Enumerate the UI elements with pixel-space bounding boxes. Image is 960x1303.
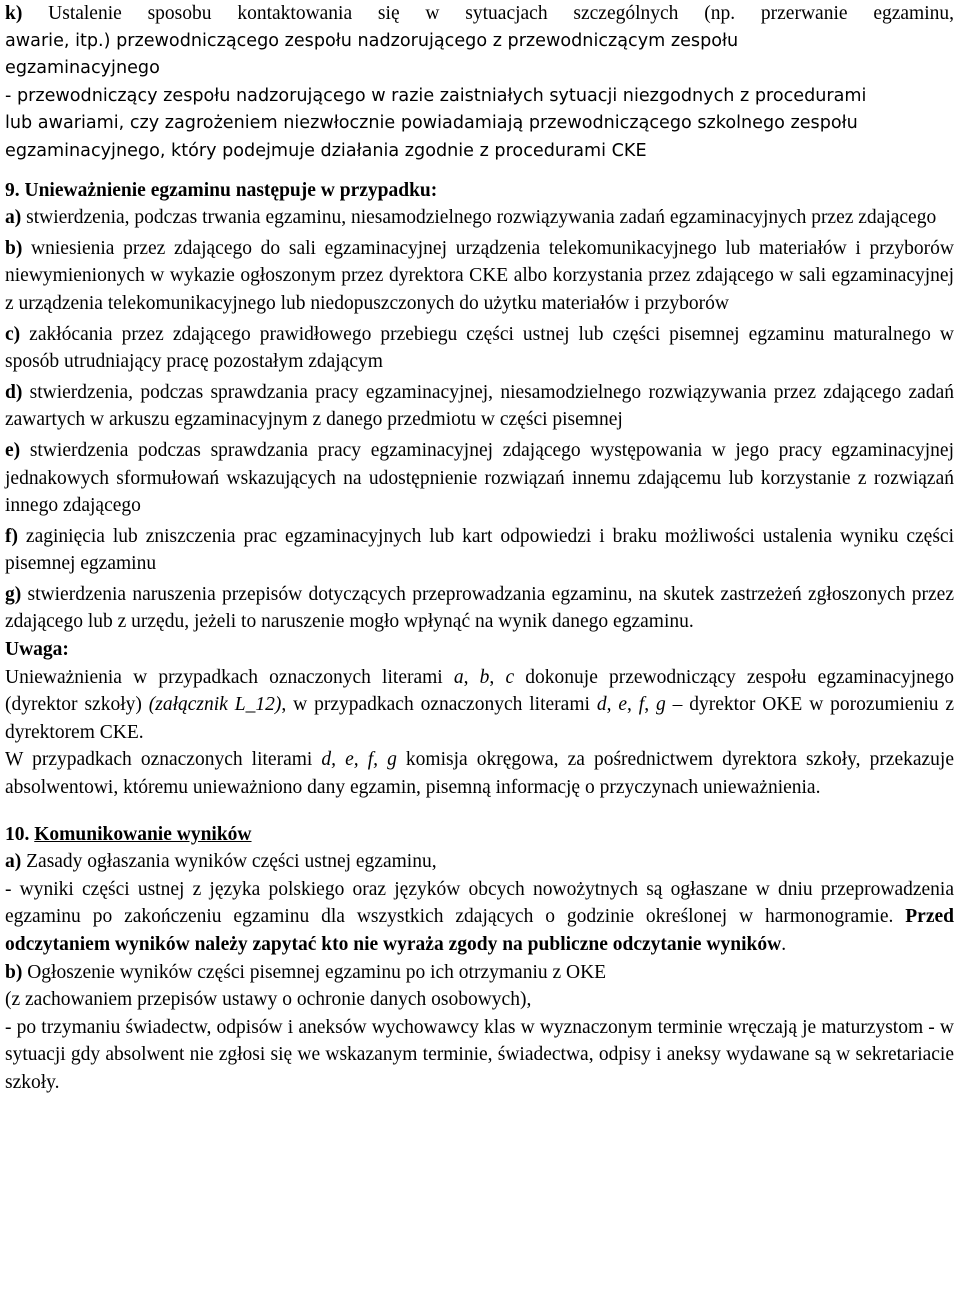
section-9-item-g: g) stwierdzenia naruszenia przepisów dotyczących przeprowadzania egzaminu, na skutek zastrzeżeń zgłoszonych przez zdającego lub z urzędu, jeżeli to naruszenie mogło wpłynąć na wynik danego egzaminu. xyxy=(5,583,954,633)
section-k-line2: awarie, itp.) przewodniczącego zespołu nadzorującego z przewodniczącym zespołu xyxy=(5,30,739,51)
section-10-item-b-line2: (z zachowaniem przepisów ustawy o ochronie danych osobowych), xyxy=(5,989,532,1011)
note-label: Uwaga: xyxy=(5,639,69,661)
section-9-item-a: a) stwierdzenia, podczas trwania egzaminu, niesamodzielnego rozwiązywania zadań egzaminacyjnych przez zdającego xyxy=(5,207,937,229)
section-10-item-b: b) Ogłoszenie wyników części pisemnej egzaminu po ich otrzymaniu z OKE xyxy=(5,961,607,983)
section-10-heading: 10. Komunikowanie wyników xyxy=(5,823,252,845)
section-k xyxy=(5,0,954,166)
note-paragraph-1: Unieważnienia w przypadkach oznaczonych literami a, b, c dokonuje przewodniczący zespołu egzaminacyjnego (dyrektor szkoły) (załącznik L_12), w przypadkach oznaczonych literami d, e, f, g – dyrektor OKE w porozumieniu z dyrektorem CKE. xyxy=(5,666,955,743)
section-k-body xyxy=(5,28,954,166)
section-10-item-a: a) Zasady ogłaszania wyników części ustnej egzaminu, xyxy=(5,851,437,873)
section-9-item-e: e) stwierdzenia podczas sprawdzania pracy egzaminacyjnej zdającego występowania w jego pracy egzaminacyjnej jednakowych sformułowań wskazujących na udostępnienie rozwiązań innemu zdającemu lub korzystanie z rozwiązań innego zdającego xyxy=(5,439,954,517)
section-9-item-f: f) zaginięcia lub zniszczenia prac egzaminacyjnych lub kart odpowiedzi i braku możliwości ustalenia wyniku części pisemnej egzaminu xyxy=(5,525,954,575)
section-9-heading: 9. Unieważnienie egzaminu następuje w przypadku: xyxy=(5,179,438,201)
section-k-title xyxy=(5,0,954,28)
section-10-item-b-body: - po trzymaniu świadectw, odpisów i aneksów wychowawcy klas w wyznaczonym terminie wręczają je maturzystom - w sytuacji gdy absolwent nie zgłosi się we wskazanym terminie, świadectwa, odpisy i aneksy wydawane są w sekretariacie szkoły. xyxy=(5,1016,954,1093)
section-k-line5: lub awariami, czy zagrożeniem niezwłocznie powiadamiają przewodniczącego szkolnego zespołu xyxy=(5,113,858,134)
section-10-item-a-body: - wyniki części ustnej z języka polskiego oraz języków obcych nowożytnych są ogłaszane w dniu przeprowadzenia egzaminu po zakończeniu egzaminu dla wszystkich zdających o godzinie określonej w harmonogramie. Przed odczytaniem wyników należy zapytać kto nie wyraża zgody na publiczne odczytanie wyników. xyxy=(5,878,954,955)
section-k-line3: egzaminacyjnego xyxy=(5,58,160,79)
note-paragraph-2: W przypadkach oznaczonych literami d, e, f, g komisja okręgowa, za pośrednictwem dyrektora szkoły, przekazuje absolwentowi, któremu unieważniono dany egzamin, pisemną informację o przyczynach unieważnienia. xyxy=(5,749,955,799)
section-k-line4: - przewodniczący zespołu nadzorującego w razie zaistniałych sytuacji niezgodnych z procedurami xyxy=(5,85,867,106)
section-9-item-d: d) stwierdzenia, podczas sprawdzania pracy egzaminacyjnej, niesamodzielnego rozwiązywania przez zdającego zadań zawartych w arkuszu egzaminacyjnym z danego przedmiotu w części pisemnej xyxy=(5,381,954,431)
section-k-marker: k) xyxy=(5,3,23,24)
section-10 xyxy=(5,821,954,1097)
section-k-line1: Ustalenie sposobu kontaktowania się w sytuacjach szczególnych (np. przerwanie egzaminu, xyxy=(22,3,954,24)
section-9-item-c: c) zakłócania przez zdającego prawidłowego przebiegu części ustnej lub części pisemnej egzaminu maturalnego w sposób utrudniający pracę pozostałym zdającym xyxy=(5,323,954,373)
section-9 xyxy=(5,177,954,802)
section-k-line6: egzaminacyjnego, który podejmuje działania zgodnie z procedurami CKE xyxy=(5,140,647,161)
section-9-item-b: b) wniesienia przez zdającego do sali egzaminacyjnej urządzenia telekomunikacyjnego lub materiałów i przyborów niewymienionych w wykazie ogłoszonym przez dyrektora CKE albo korzystania przez zdającego w sali egzaminacyjnej z urządzenia telekomunikacyjnego lub niedopuszczonych do użytku materiałów i przyborów xyxy=(5,237,954,314)
